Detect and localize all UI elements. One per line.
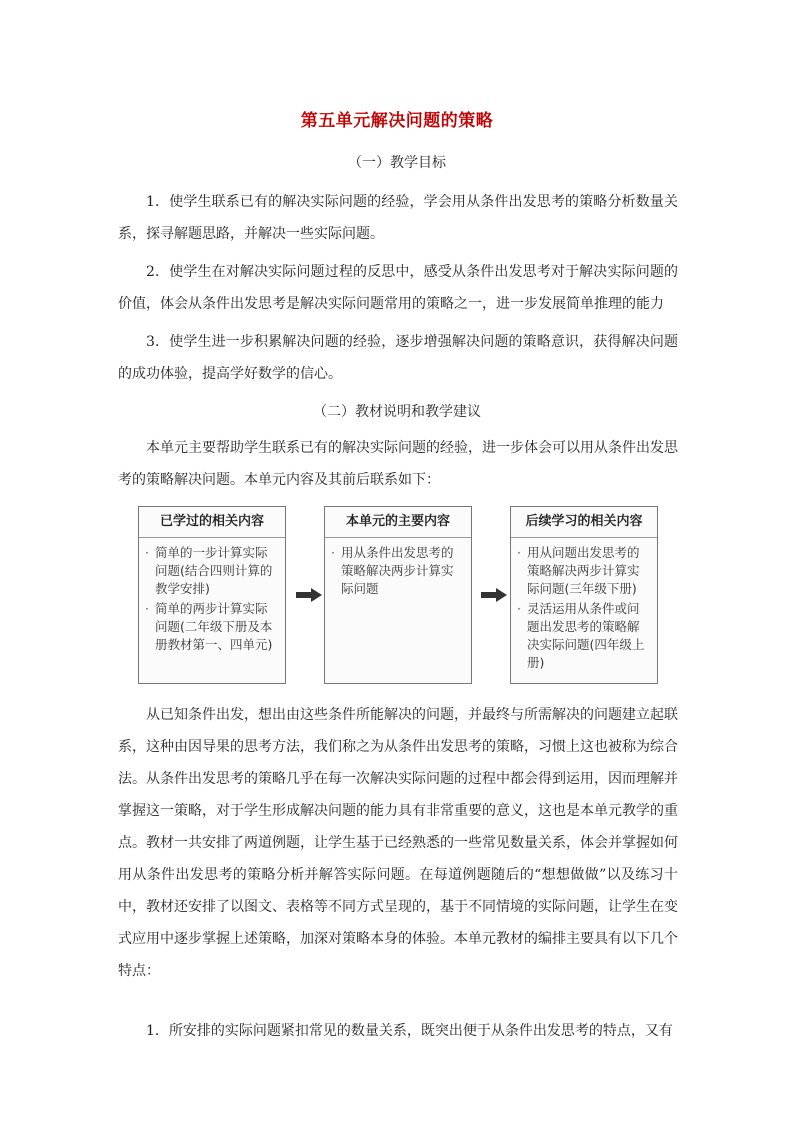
body-paragraph: 从已知条件出发，想出由这些条件所能解决的问题，并最终与所需解决的问题建立起联系，这种由因导果的思考方法，我们称之为从条件出发思考的策略，习惯上这也被称为综合法。从条件出发思考的策略几乎在每一次解决实际问题的过程中都会得到运用，因而理解并掌握这一策略，对于学生形成解决问题的能力具有非常重要的意义，这也是本单元教学的重点。教材一共安排了两道例题，让学生基于已经熟悉的一些常见数量关系，体会并掌握如何用从条件出发思考的策略分析并解答实际问题。在每道例题随后的“想想做做”以及练习十中，教材还安排了以图文、表格等不同方式呈现的，基于不同情境的实际问题，让学生在变式应用中逐步掌握上述策略，加深对策略本身的体验。本单元教材的编排主要具有以下几个特点： (118, 707, 678, 979)
objective-2: 2．使学生在对解决实际问题过程的反思中，感受从条件出发思考对于解决实际问题的价值，体会从条件出发思考是解决实际问题常用的策略之一，进一步发展简单推理的能力 (118, 264, 678, 312)
box-prior-item: · 简单的两步计算实际问题(二年级下册及本册教材第一、四单元) (145, 600, 279, 654)
box-unit-content (324, 506, 472, 684)
box-unit-item: · 用从条件出发思考的策略解决两步计算实际问题 (331, 544, 465, 598)
feature-point-1: 1．所安排的实际问题紧扣常见的数量关系，既突出便于从条件出发思考的特点，又有 (146, 1023, 673, 1039)
box-future-content (510, 506, 658, 684)
content-relation-diagram (138, 506, 658, 686)
box-prior-content (138, 506, 286, 684)
box-prior-title: 已学过的相关内容 (139, 507, 285, 538)
objective-3: 3．使学生进一步积累解决问题的经验，逐步增强解决问题的策略意识，获得解决问题的成功体验，提高学好数学的信心。 (118, 334, 678, 382)
objective-1: 1．使学生联系已有的解决实际问题的经验，学会用从条件出发思考的策略分析数量关系，探寻解题思路，并解决一些实际问题。 (118, 194, 678, 242)
arrow-right-icon (296, 588, 322, 602)
page-title: 第五单元解决问题的策略 (300, 111, 494, 131)
box-prior-item: · 简单的一步计算实际问题(结合四则计算的教学安排) (145, 544, 279, 598)
box-future-item: · 用从问题出发思考的策略解决两步计算实际问题(三年级下册) (517, 544, 651, 598)
section-heading-objectives: （一）教学目标 (348, 155, 446, 171)
box-unit-title: 本单元的主要内容 (325, 507, 471, 538)
box-future-title: 后续学习的相关内容 (511, 507, 657, 538)
section-heading-teaching: （二）教材说明和教学建议 (313, 404, 481, 420)
box-future-item: · 灵活运用从条件或问题出发思考的策略解决实际问题(四年级上册) (517, 600, 651, 672)
arrow-right-icon (481, 588, 507, 602)
intro-paragraph: 本单元主要帮助学生联系已有的解决实际问题的经验，进一步体会可以用从条件出发思考的策略解决问题。本单元内容及其前后联系如下： (118, 440, 678, 488)
